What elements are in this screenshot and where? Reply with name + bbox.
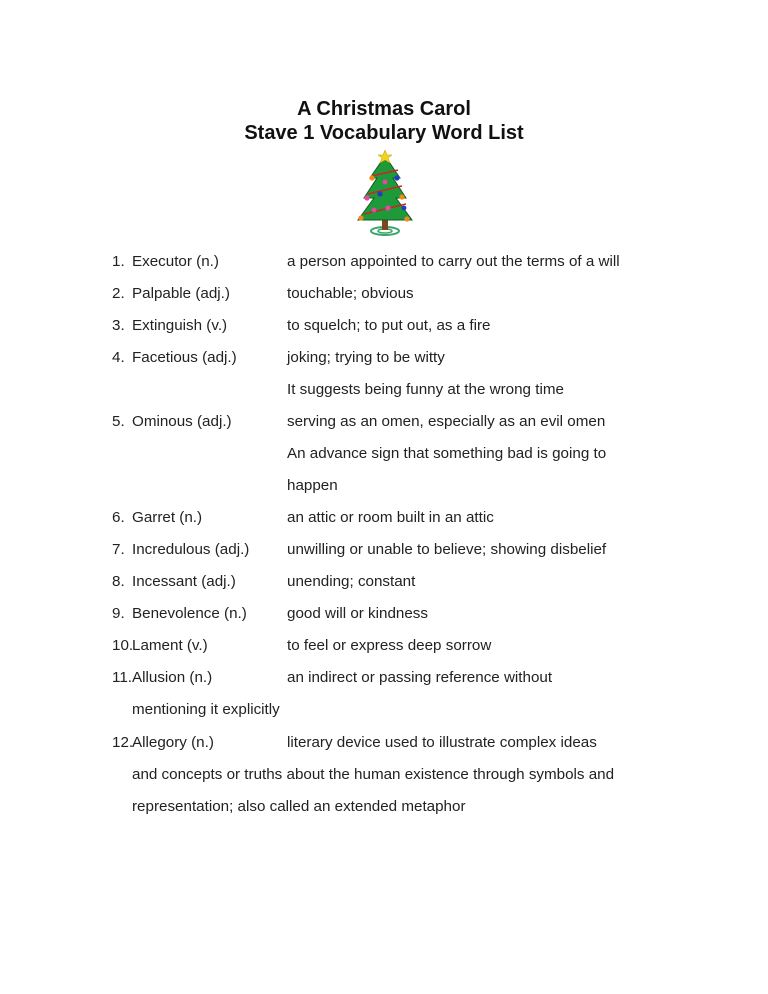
vocab-definition-wrap: and concepts or truths about the human existence through symbols and [132,766,615,783]
vocab-term: Allegory (n.) [132,734,214,751]
vocab-term: Lament (v.) [132,637,208,654]
item-number: 3. [112,317,125,334]
item-number: 8. [112,573,125,590]
document-subtitle: Stave 1 Vocabulary Word List [244,122,524,144]
vocab-definition: good will or kindness [287,605,428,622]
vocab-definition-extra: An advance sign that something bad is going to [287,445,607,462]
vocab-definition: literary device used to illustrate complex ideas [287,734,597,751]
document-title: A Christmas Carol [297,98,471,120]
vocab-term: Incessant (adj.) [132,573,236,590]
item-number: 7. [112,541,125,558]
vocab-definition-extra: It suggests being funny at the wrong time [287,381,564,398]
vocab-definition: unending; constant [287,573,416,590]
item-number: 11. [112,669,132,686]
vocab-definition: unwilling or unable to believe; showing disbelief [287,541,607,558]
vocab-definition: an indirect or passing reference without [287,669,553,686]
vocab-term: Garret (n.) [132,509,203,526]
vocab-term: Palpable (adj.) [132,285,230,302]
vocab-definition: to feel or express deep sorrow [287,637,492,654]
item-number: 10. [112,637,134,654]
vocab-definition: an attic or room built in an attic [287,509,494,526]
vocab-definition-wrap: mentioning it explicitly [132,701,280,718]
vocab-term: Executor (n.) [132,253,219,270]
vocab-definition: touchable; obvious [287,285,414,302]
vocab-definition-extra: happen [287,477,338,494]
vocab-definition: serving as an omen, especially as an evil omen [287,413,606,430]
vocab-term: Extinguish (v.) [132,317,228,334]
item-number: 12. [112,734,134,751]
vocab-definition-wrap: representation; also called an extended metaphor [132,798,466,815]
item-number: 4. [112,349,125,366]
vocab-term: Allusion (n.) [132,669,213,686]
item-number: 6. [112,509,125,526]
item-number: 5. [112,413,125,430]
christmas-tree-icon [350,148,420,238]
item-number: 1. [112,253,125,270]
vocab-definition: to squelch; to put out, as a fire [287,317,491,334]
item-number: 9. [112,605,125,622]
vocab-term: Ominous (adj.) [132,413,232,430]
vocab-definition: a person appointed to carry out the terms of a will [287,253,620,270]
vocab-term: Benevolence (n.) [132,605,247,622]
vocab-definition: joking; trying to be witty [287,349,445,366]
vocab-term: Incredulous (adj.) [132,541,250,558]
item-number: 2. [112,285,125,302]
vocab-term: Facetious (adj.) [132,349,237,366]
